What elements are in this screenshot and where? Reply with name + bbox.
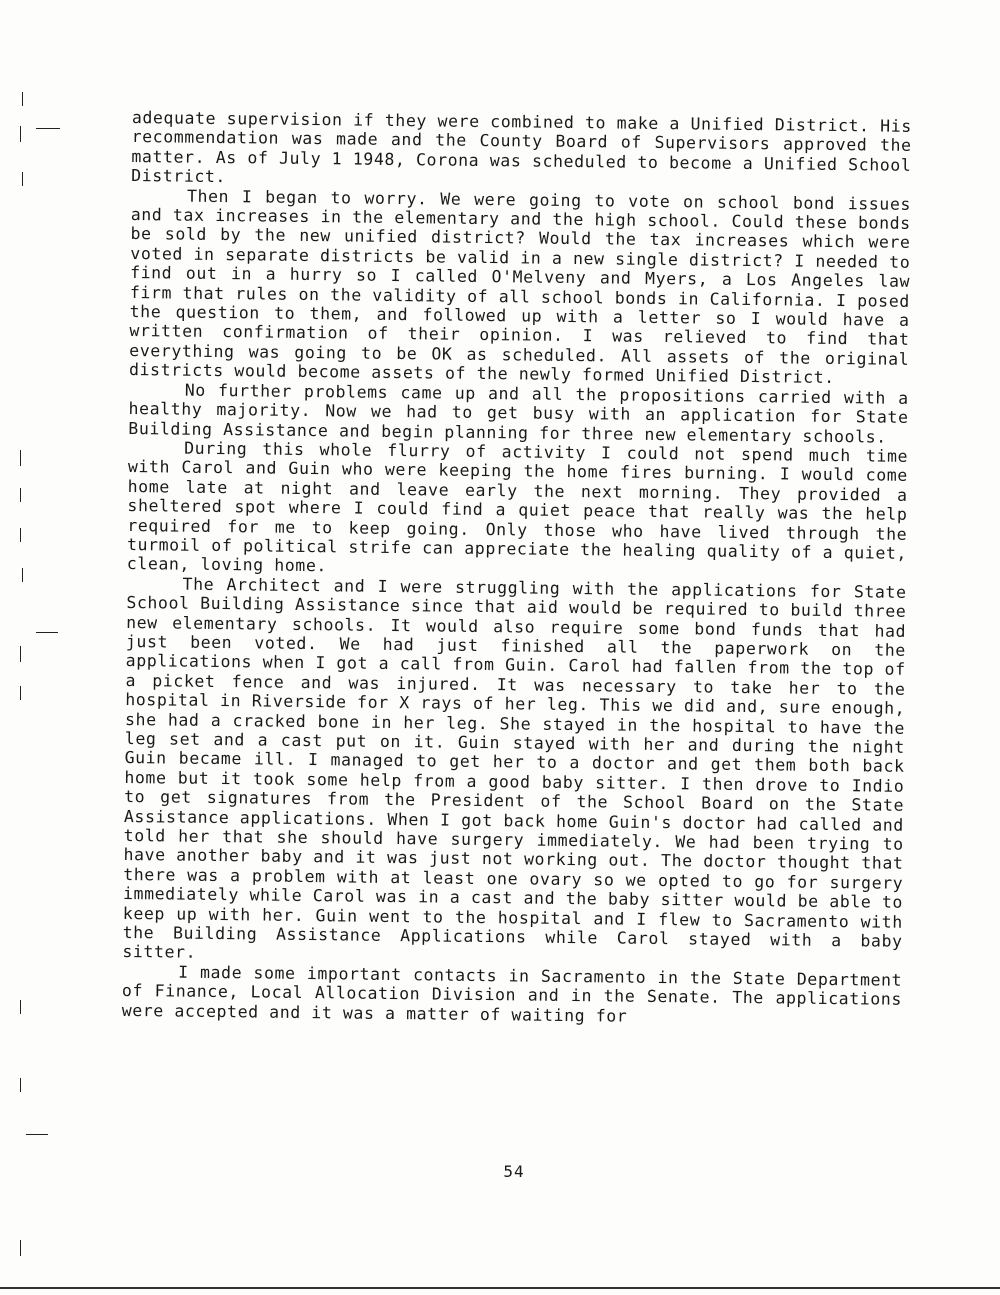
scan-mark bbox=[22, 568, 23, 582]
scan-mark bbox=[22, 172, 23, 186]
scan-mark bbox=[20, 1078, 21, 1092]
paragraph: adequate supervision if they were combined to make a Unified District. His recommendation was made and the County Board of Supervisors approved the matter. As of July 1 1948, Corona was scheduled to become a Unified School District. bbox=[131, 108, 912, 187]
page-bottom-edge bbox=[0, 1287, 1000, 1289]
scan-mark bbox=[26, 1134, 48, 1135]
scan-mark bbox=[20, 1000, 21, 1014]
scan-mark bbox=[20, 126, 21, 142]
scan-mark bbox=[20, 488, 21, 502]
page-number: 54 bbox=[503, 1162, 525, 1181]
scan-mark bbox=[36, 632, 58, 633]
scan-mark bbox=[22, 92, 23, 106]
scan-mark bbox=[36, 128, 60, 129]
paragraph: During this whole flurry of activity I could not spend much time with Carol and Guin who were keeping the home fires burning. I would come home late at night and leave early the next morning. They provided a sheltered spot where I could find a quiet peace that really was the help required for me to keep going. Only those who have lived through the turmoil of political strife can appreciate the healing quality of a quiet, clean, loving home. bbox=[126, 438, 909, 576]
scan-mark bbox=[20, 686, 21, 700]
scan-mark bbox=[20, 646, 21, 662]
paragraph: I made some important contacts in Sacramento in the State Department of Finance, Local Allocation Division and in the Senate. The applications were accepted and it was a matter of waiting for bbox=[121, 962, 903, 1026]
paragraph: The Architect and I were struggling with the applications for State School Building Assistance since that aid would be required to build three new elementary schools. It would also require some bond funds that had just been voted. We had just finished all the paperwork on the applications when I got a call from Guin. Carol had fallen from the top of a picket fence and was injured. It was necessary to take her to the hospital in Riverside for X rays of her leg. This we did and, sure enough, she had a cracked bone in her leg. She stayed in the hospital to have the leg set and a cast put on it. Guin stayed with her and during the night Guin became ill. I managed to get her to a doctor and get them both back home but it took some help from a good baby sitter. I then drove to Indio to get signatures from the President of the School Board on the State Assistance applications. When I got back home Guin's doctor had called and told her that she should have surgery immediately. We had been trying to have another baby and it was just not working out. The doctor thought that there was a problem with at least one ovary so we opted to go for surgery immediately while Carol was in a cast and the baby sitter would be able to keep up with her. Guin went to the hospital and I flew to Sacramento with the Building Assistance Applications while Carol stayed with a baby sitter. bbox=[122, 574, 907, 963]
scan-mark bbox=[20, 528, 21, 542]
body-text bbox=[122, 108, 912, 1029]
paragraph: Then I began to worry. We were going to vote on school bond issues and tax increases in the elementary and the high school. Could these bonds be sold by the new unified district? Would the tax increases which were voted in separate districts be valid in a new single district? I needed to find out in a hurry so I called O'Melveny and Myers, a Los Angeles law firm that rules on the validity of all school bonds in California. I posed the question to them, and followed up with a letter so I would have a written confirmation of their opinion. I was relieved to find that everything was going to be OK as scheduled. All assets of the original districts would become assets of the newly formed Unified District. bbox=[128, 186, 912, 388]
scan-mark bbox=[20, 450, 21, 466]
paragraph: No further problems came up and all the propositions carried with a healthy majority. Now we had to get busy with an application for State Building Assistance and begin planning for three new elementary schools. bbox=[128, 380, 909, 447]
scan-mark bbox=[20, 1240, 21, 1256]
